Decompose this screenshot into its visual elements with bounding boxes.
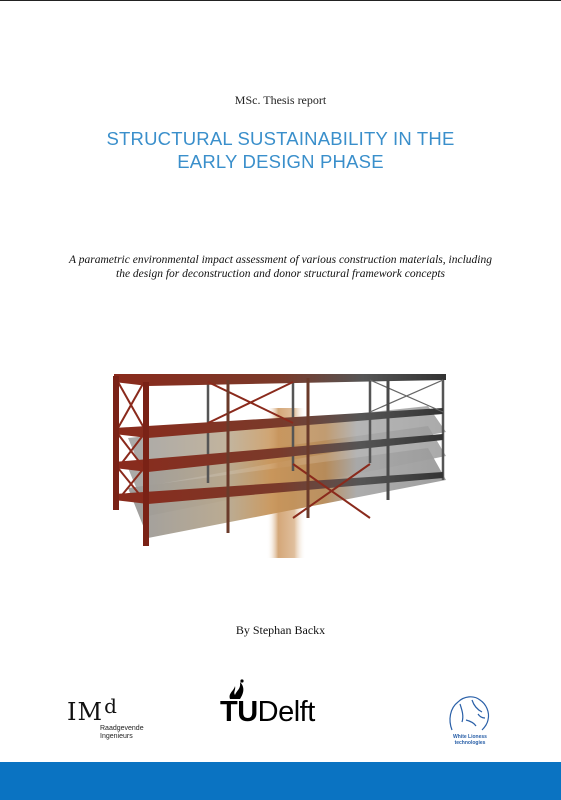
subtitle-line-2: the design for deconstruction and donor structural framework concepts bbox=[116, 268, 445, 280]
imd-sub-line-1: Raadgevende bbox=[100, 725, 144, 732]
title-line-1: STRUCTURAL SUSTAINABILITY IN THE bbox=[106, 128, 455, 149]
author-line: By Stephan Backx bbox=[235, 623, 326, 637]
tudelft-wordmark bbox=[220, 696, 315, 728]
white-lioness-logo bbox=[442, 690, 498, 748]
wl-line-2: technologies bbox=[454, 740, 486, 746]
structural-frame-illustration bbox=[108, 368, 453, 570]
title-line-2: EARLY DESIGN PHASE bbox=[177, 151, 384, 172]
imd-sub-line-2: Ingenieurs bbox=[100, 733, 133, 740]
imd-mark-d: d bbox=[104, 694, 118, 718]
thesis-title bbox=[0, 127, 561, 173]
white-lioness-text bbox=[442, 734, 498, 746]
tu-letters: TU bbox=[220, 696, 258, 728]
imd-logo bbox=[67, 693, 157, 751]
top-border bbox=[0, 0, 561, 1]
lion-head-icon bbox=[442, 690, 498, 734]
bracing-back bbox=[370, 380, 443, 412]
report-type: MSc. Thesis report bbox=[234, 93, 327, 107]
imd-logo-subtitle bbox=[100, 725, 157, 741]
tudelft-logo bbox=[220, 678, 345, 728]
wl-line-1: White Lioness bbox=[453, 734, 487, 740]
thesis-subtitle bbox=[40, 253, 521, 281]
footer-color-band bbox=[0, 762, 561, 800]
delft-letters: Delft bbox=[257, 696, 315, 728]
imd-mark-im: IM bbox=[67, 698, 104, 726]
subtitle-line-1: A parametric environmental impact assessment of various construction materials, including bbox=[69, 254, 492, 266]
imd-logo-mark bbox=[67, 693, 157, 725]
